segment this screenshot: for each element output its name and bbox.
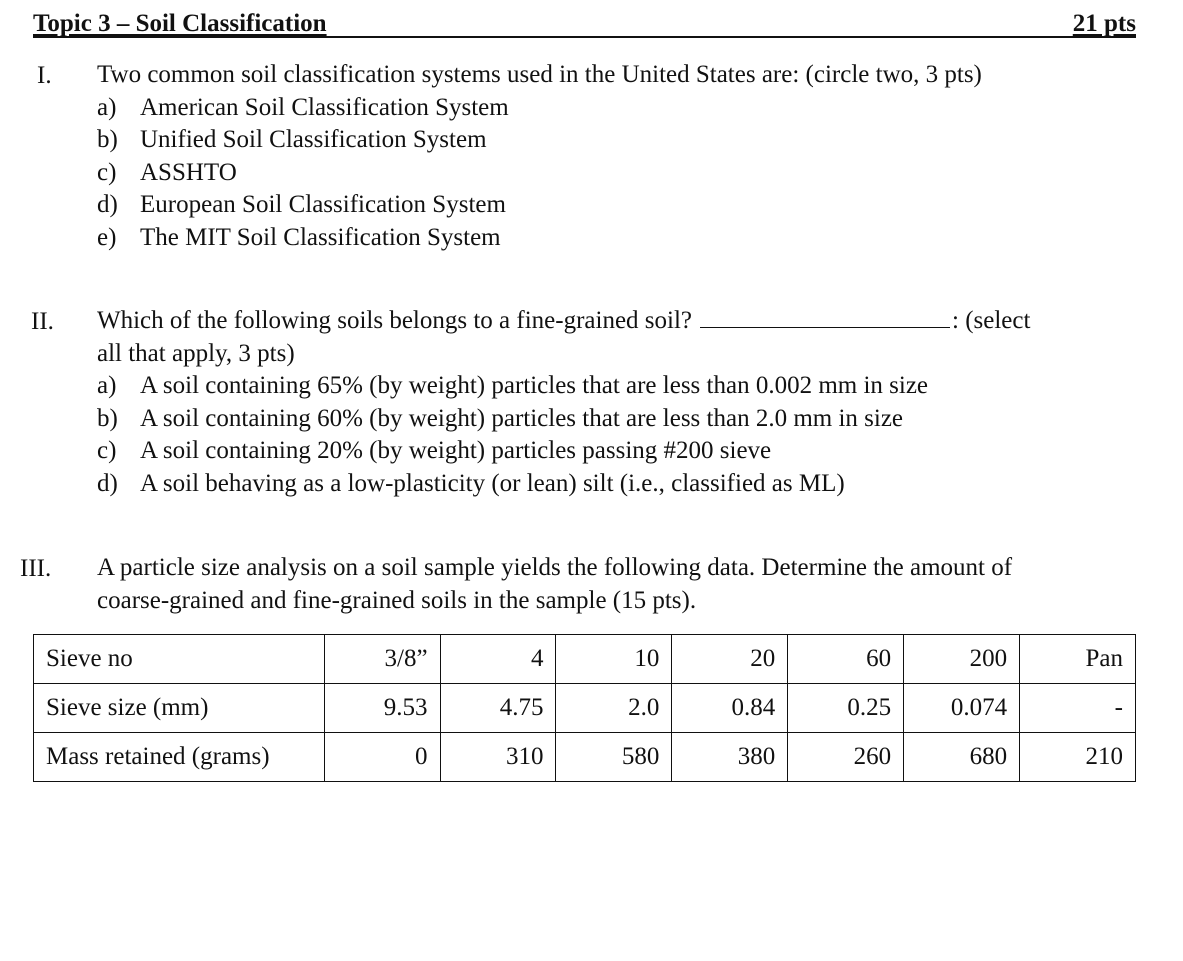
question-1-option-e[interactable]: e) The MIT Soil Classification System <box>97 223 501 251</box>
topic-header <box>33 8 1136 38</box>
question-2-option-d[interactable]: d) A soil behaving as a low-plasticity (or lean) silt (i.e., classified as ML) <box>97 469 845 497</box>
table-cell: Pan <box>1020 635 1136 684</box>
table-cell: 260 <box>788 733 904 782</box>
question-2-number: II. <box>31 308 54 335</box>
table-row <box>34 635 1136 684</box>
topic-title: Topic 3 – Soil Classification <box>33 10 327 37</box>
question-1-option-c[interactable]: c) ASSHTO <box>97 158 237 186</box>
topic-points: 21 pts <box>1072 10 1136 37</box>
table-cell: 0.074 <box>904 684 1020 733</box>
question-2 <box>97 305 1157 500</box>
answer-blank[interactable] <box>700 305 950 328</box>
sieve-data-table <box>33 634 1136 782</box>
table-cell: 380 <box>672 733 788 782</box>
question-1-prompt: Two common soil classification systems used in the United States are: (circle two, 3 pts) <box>97 61 982 88</box>
table-row <box>34 684 1136 733</box>
table-cell: 0.84 <box>672 684 788 733</box>
row-header: Mass retained (grams) <box>34 733 325 782</box>
question-1-option-d[interactable]: d) European Soil Classification System <box>97 191 506 218</box>
table-cell: 210 <box>1020 733 1136 782</box>
question-2-option-a[interactable]: a) A soil containing 65% (by weight) particles that are less than 0.002 mm in size <box>97 372 929 399</box>
question-2-prompt-line1: Which of the following soils belongs to a fine-grained soil? : (select <box>97 307 1031 334</box>
table-cell: 0 <box>324 733 440 782</box>
question-1-option-b[interactable]: b) Unified Soil Classification System <box>97 126 487 153</box>
table-cell: 4 <box>440 635 556 684</box>
table-cell: 310 <box>440 733 556 782</box>
table-cell: 680 <box>904 733 1020 782</box>
question-3-number: III. <box>20 555 52 582</box>
question-3-prompt-line2: coarse-grained and fine-grained soils in the sample (15 pts). <box>97 586 697 614</box>
table-cell: 3/8” <box>324 635 440 684</box>
row-header: Sieve no <box>34 635 325 684</box>
question-1-number: I. <box>37 62 52 89</box>
question-2-prompt-line2: all that apply, 3 pts) <box>97 339 295 367</box>
question-3-prompt-line1: A particle size analysis on a soil sample yields the following data. Determine the amount of <box>97 554 1013 581</box>
question-3 <box>97 552 1157 617</box>
table-cell: 2.0 <box>556 684 672 733</box>
table-cell: 0.25 <box>788 684 904 733</box>
table-cell: 4.75 <box>440 684 556 733</box>
table-cell: 580 <box>556 733 672 782</box>
table-cell: 9.53 <box>324 684 440 733</box>
question-2-option-c[interactable]: c) A soil containing 20% (by weight) particles passing #200 sieve <box>97 437 772 464</box>
question-1-option-a[interactable]: a) American Soil Classification System <box>97 93 509 121</box>
table-cell: - <box>1020 684 1136 733</box>
table-cell: 60 <box>788 635 904 684</box>
table-cell: 10 <box>556 635 672 684</box>
table-cell: 20 <box>672 635 788 684</box>
question-1 <box>97 59 1157 254</box>
row-header: Sieve size (mm) <box>34 684 325 733</box>
question-2-option-b[interactable]: b) A soil containing 60% (by weight) particles that are less than 2.0 mm in size <box>97 404 904 432</box>
table-cell: 200 <box>904 635 1020 684</box>
table-row <box>34 733 1136 782</box>
